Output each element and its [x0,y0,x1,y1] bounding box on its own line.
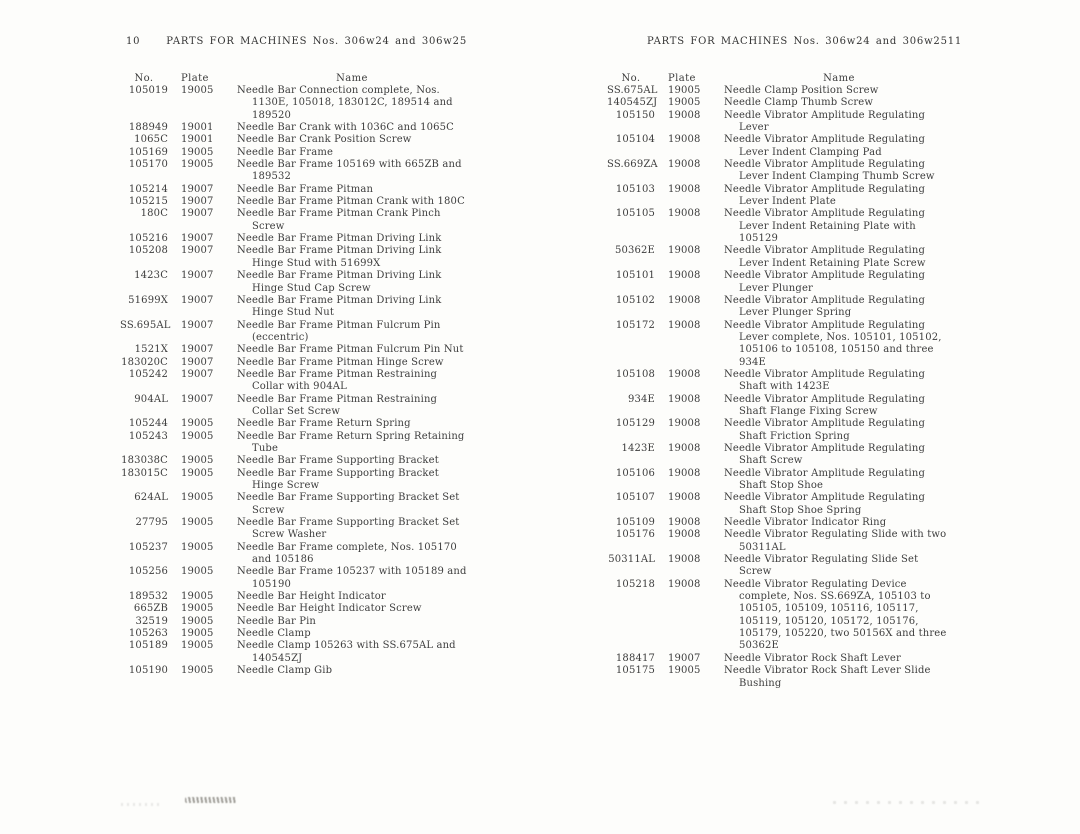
page-number: 10 [126,36,141,47]
parts-table-row [607,159,954,184]
left-page-header [120,36,467,47]
part-number: 105216 [128,233,168,245]
part-number: 50311AL [608,554,655,566]
part-number: 105244 [128,418,168,430]
column-headers [607,73,954,84]
parts-table-row [120,147,467,159]
plate-number: 19007 [181,245,214,257]
part-name: Needle Bar Frame Return Spring [237,418,411,430]
part-name: Needle Vibrator Amplitude Regulating Shaft Screw [724,442,926,467]
parts-table-row [607,468,954,493]
part-number: 105104 [615,134,655,146]
part-name: Needle Bar Frame Pitman Crank with 180C [237,196,465,208]
plate-number: 19007 [181,233,214,245]
plate-number: 19005 [181,541,214,553]
part-number: 105214 [128,183,168,195]
part-name: Needle Bar Frame Pitman Restraining Collar with 904AL [237,368,438,393]
part-number: 105218 [615,578,655,590]
part-name: Needle Clamp 105263 with SS.675AL and 140545ZJ [237,640,456,664]
plate-number: 19005 [181,430,214,442]
part-name: Needle Bar Frame Pitman Fulcrum Pin Nut [237,344,464,356]
parts-table-row [607,85,954,97]
plate-number: 19007 [181,294,214,306]
plate-number: 19005 [181,566,214,578]
parts-table-row [120,134,467,146]
part-name: Needle Bar Frame Supporting Bracket [237,455,439,467]
parts-table-row [120,295,467,320]
plate-number: 19008 [668,270,701,282]
part-name: Needle Bar Frame Supporting Bracket Set Screw [237,492,460,516]
plate-number: 19008 [668,134,701,146]
scan-artifact [833,801,983,804]
part-number: 105242 [128,368,168,380]
plate-number: 19008 [668,529,701,541]
parts-table-row [607,418,954,443]
plate-number: 19001 [181,122,214,134]
parts-table-row [120,566,467,591]
scan-artifact [185,797,237,803]
parts-table-row [120,394,467,419]
parts-table-row [120,418,467,430]
plate-number: 19005 [668,665,701,677]
parts-table-row [607,208,954,245]
parts-table-row [607,97,954,109]
plate-number: 19005 [181,146,214,158]
part-name: Needle Bar Frame Return Spring Retaining Tube [237,430,465,454]
part-name: Needle Clamp Thumb Screw [724,97,874,109]
parts-table-row [120,468,467,493]
part-name: Needle Bar Frame Pitman Driving Link Hinge Stud with 51699X [237,245,442,269]
part-number: 105106 [615,467,655,479]
plate-number: 19005 [181,159,214,171]
plate-number: 19005 [181,455,214,467]
parts-table-row [120,369,467,394]
plate-number: 19008 [668,393,701,405]
parts-table-row [120,122,467,134]
part-name: Needle Vibrator Amplitude Regulating Lever Plunger Spring [724,294,926,319]
part-number: 1521X [134,344,168,356]
part-name: Needle Bar Frame Pitman Crank Pinch Screw [237,208,441,232]
part-number: 105105 [615,208,655,220]
parts-table-row [120,431,467,456]
part-number: 32519 [135,615,168,627]
plate-number: 19005 [181,85,214,96]
plate-number: 19008 [668,517,701,529]
part-name: Needle Vibrator Rock Shaft Lever [724,652,901,664]
parts-table-row [607,579,954,653]
plate-number: 19005 [181,603,214,615]
part-number: 183020C [121,356,168,368]
part-name: Needle Bar Frame Pitman Driving Link Hinge Stud Cap Screw [237,270,442,294]
parts-table-row [120,184,467,196]
part-number: SS.669ZA [607,159,658,171]
plate-number: 19005 [181,517,214,529]
plate-number: 19008 [668,294,701,306]
parts-table-row [607,320,954,369]
part-name: Needle Bar Crank with 1036C and 1065C [237,122,454,134]
part-name: Needle Vibrator Amplitude Regulating Shaft Stop Shoe [724,467,926,491]
part-name: Needle Bar Connection complete, Nos. 1130E, 105018, 183012C, 189514 and 189520 [237,85,453,121]
parts-list [607,85,954,690]
part-number: 105101 [615,270,655,282]
parts-table-row [607,653,954,665]
scan-artifact [121,803,163,806]
parts-table-row [120,603,467,615]
parts-table-row [607,184,954,209]
parts-list [120,85,467,678]
part-number: 105108 [615,368,655,380]
part-number: 105215 [128,196,168,208]
part-number: 1065C [134,134,168,146]
plate-number: 19008 [668,492,701,504]
plate-number: 19005 [181,665,214,677]
part-number: 105175 [615,665,655,677]
part-name: Needle Vibrator Amplitude Regulating Shaft with 1423E [724,368,926,393]
part-name: Needle Bar Frame Pitman Hinge Screw [237,356,444,368]
plate-number: 19007 [668,652,701,664]
part-number: 140545ZJ [607,97,658,109]
part-name: Needle Bar Crank Position Screw [237,134,412,146]
plate-number: 19007 [181,319,214,331]
part-name: Needle Bar Frame Pitman [237,183,374,195]
part-number: 188949 [128,122,168,134]
part-number: 105237 [128,541,168,553]
column-header-no: No. [621,73,641,84]
plate-number: 19005 [181,418,214,430]
part-name: Needle Vibrator Amplitude Regulating Lever Plunger [724,270,926,294]
plate-number: 19007 [181,208,214,220]
part-number: 105176 [615,529,655,541]
right-page [607,36,963,690]
parts-table-row [607,110,954,135]
part-name: Needle Bar Frame 105237 with 105189 and 105190 [237,566,467,590]
part-number: 105169 [128,146,168,158]
parts-table-row [120,196,467,208]
part-number: 665ZB [133,603,168,615]
part-name: Needle Vibrator Regulating Slide with two 50311AL [724,529,947,553]
page-title: PARTS FOR MACHINES Nos. 306w24 and 306w25 [647,36,948,47]
part-number: 1423E [621,442,655,454]
parts-table-row [607,295,954,320]
part-number: 904AL [134,393,168,405]
parts-table-row [120,616,467,628]
part-name: Needle Bar Frame [237,146,334,158]
column-header-name: Name [336,73,368,84]
plate-number: 19007 [181,270,214,282]
plate-number: 19001 [181,134,214,146]
part-number: 105256 [128,566,168,578]
plate-number: 19005 [181,467,214,479]
part-name: Needle Bar Pin [237,615,317,627]
part-number: 105107 [615,492,655,504]
part-number: 183038C [121,455,168,467]
parts-table-row [120,492,467,517]
plate-number: 19007 [181,183,214,195]
part-number: 1423C [134,270,168,282]
parts-table-row [120,640,467,665]
parts-table-row [607,443,954,468]
part-name: Needle Vibrator Amplitude Regulating Lever Indent Retaining Plate with 105129 [724,208,926,245]
plate-number: 19005 [181,628,214,640]
part-name: Needle Vibrator Amplitude Regulating Shaft Stop Shoe Spring [724,492,926,516]
plate-number: 19008 [668,578,701,590]
plate-number: 19008 [668,183,701,195]
part-name: Needle Vibrator Amplitude Regulating Lever Indent Clamping Thumb Screw [724,159,935,183]
part-name: Needle Vibrator Amplitude Regulating Lever Indent Clamping Pad [724,134,926,158]
part-number: SS.675AL [607,85,658,96]
parts-table-row [120,455,467,467]
plate-number: 19007 [181,196,214,208]
parts-table-row [120,233,467,245]
column-headers [120,73,467,84]
part-number: 105263 [128,628,168,640]
parts-table-row [120,665,467,677]
parts-table-row [607,665,954,690]
right-page-header [607,36,963,47]
part-number: 105170 [128,159,168,171]
plate-number: 19005 [181,615,214,627]
part-name: Needle Vibrator Amplitude Regulating Lever Indent Plate [724,183,926,208]
plate-number: 19005 [668,97,701,109]
part-number: 105208 [128,245,168,257]
part-name: Needle Bar Frame complete, Nos. 105170 and 105186 [237,541,457,566]
part-number: 188417 [615,652,655,664]
plate-number: 19005 [181,591,214,603]
plate-number: 19007 [181,368,214,380]
left-page [120,36,467,690]
parts-table-row [120,628,467,640]
part-number: 105103 [615,183,655,195]
part-name: Needle Bar Frame Pitman Restraining Collar Set Screw [237,393,438,417]
part-name: Needle Bar Frame Supporting Bracket Set Screw Washer [237,517,460,541]
part-name: Needle Vibrator Indicator Ring [724,517,887,529]
plate-number: 19008 [668,467,701,479]
part-name: Needle Vibrator Amplitude Regulating Shaft Friction Spring [724,418,926,442]
plate-number: 19008 [668,208,701,220]
plate-number: 19008 [668,159,701,171]
column-header-plate: Plate [181,73,209,84]
parts-table-row [120,517,467,542]
parts-table-row [607,270,954,295]
part-name: Needle Vibrator Amplitude Regulating Shaft Flange Fixing Screw [724,393,926,417]
part-number: 27795 [135,517,168,529]
page-number: 11 [947,36,963,47]
column-header-plate: Plate [668,73,696,84]
parts-table-row [120,542,467,567]
part-number: 105150 [615,109,655,121]
part-number: 105102 [615,294,655,306]
part-name: Needle Bar Height Indicator Screw [237,603,422,615]
part-name: Needle Vibrator Regulating Device complete, Nos. SS.669ZA, 105103 to 105105, 105109, 105116, 105117, 105119, 105120, 105172, 105176, 105179, 105220, two 50156X and three 50362E [724,578,947,652]
part-number: 51699X [128,294,168,306]
parts-table-row [607,134,954,159]
parts-table-row [607,554,954,579]
column-header-no: No. [134,73,154,84]
part-number: 50362E [614,245,655,257]
parts-table-row [120,357,467,369]
parts-table-row [607,394,954,419]
plate-number: 19008 [668,368,701,380]
part-number: 105189 [128,640,168,652]
part-name: Needle Vibrator Amplitude Regulating Lever [724,109,926,134]
part-number: 105172 [615,319,655,331]
parts-table-row [607,492,954,517]
part-number: 105190 [128,665,168,677]
parts-table-row [120,245,467,270]
part-name: Needle Vibrator Rock Shaft Lever Slide Bushing [724,665,931,689]
part-name: Needle Vibrator Amplitude Regulating Lever Indent Retaining Plate Screw [724,245,926,269]
part-number: 189532 [128,591,168,603]
part-name: Needle Bar Height Indicator [237,591,386,603]
plate-number: 19005 [181,640,214,652]
plate-number: 19008 [668,442,701,454]
parts-table-row [120,208,467,233]
parts-table-row [120,320,467,345]
part-number: 183015C [121,467,168,479]
plate-number: 19005 [181,492,214,504]
part-name: Needle Bar Frame 105169 with 665ZB and 189532 [237,159,462,183]
part-name: Needle Clamp Gib [237,665,333,677]
page-title: PARTS FOR MACHINES Nos. 306w24 and 306w25 [166,36,467,47]
parts-table-row [120,159,467,184]
part-number: 934E [628,393,655,405]
plate-number: 19008 [668,319,701,331]
plate-number: 19008 [668,554,701,566]
plate-number: 19007 [181,356,214,368]
part-name: Needle Clamp Position Screw [724,85,879,96]
part-number: 624AL [134,492,168,504]
parts-table-row [607,245,954,270]
plate-number: 19007 [181,344,214,356]
part-name: Needle Bar Frame Supporting Bracket Hinge Screw [237,467,439,491]
parts-table-row [120,344,467,356]
plate-number: 19008 [668,418,701,430]
part-name: Needle Bar Frame Pitman Fulcrum Pin (eccentric) [237,319,441,343]
parts-table-row [120,85,467,122]
part-number: 105129 [615,418,655,430]
part-name: Needle Vibrator Regulating Slide Set Screw [724,554,919,578]
parts-table-row [120,270,467,295]
parts-table-row [607,529,954,554]
part-number: SS.695AL [120,319,171,331]
part-number: 180C [140,208,168,220]
part-number: 105019 [128,85,168,96]
part-number: 105109 [615,517,655,529]
part-name: Needle Bar Frame Pitman Driving Link Hinge Stud Nut [237,294,442,319]
parts-table-row [607,517,954,529]
part-name: Needle Bar Frame Pitman Driving Link [237,233,442,245]
plate-number: 19008 [668,245,701,257]
part-number: 105243 [128,430,168,442]
part-name: Needle Clamp [237,628,311,640]
column-header-name: Name [823,73,855,84]
part-name: Needle Vibrator Amplitude Regulating Lever complete, Nos. 105101, 105102, 105106 to 105108, 105150 and three 934E [724,319,942,368]
plate-number: 19008 [668,109,701,121]
plate-number: 19005 [668,85,701,96]
parts-table-row [607,369,954,394]
parts-table-row [120,591,467,603]
plate-number: 19007 [181,393,214,405]
